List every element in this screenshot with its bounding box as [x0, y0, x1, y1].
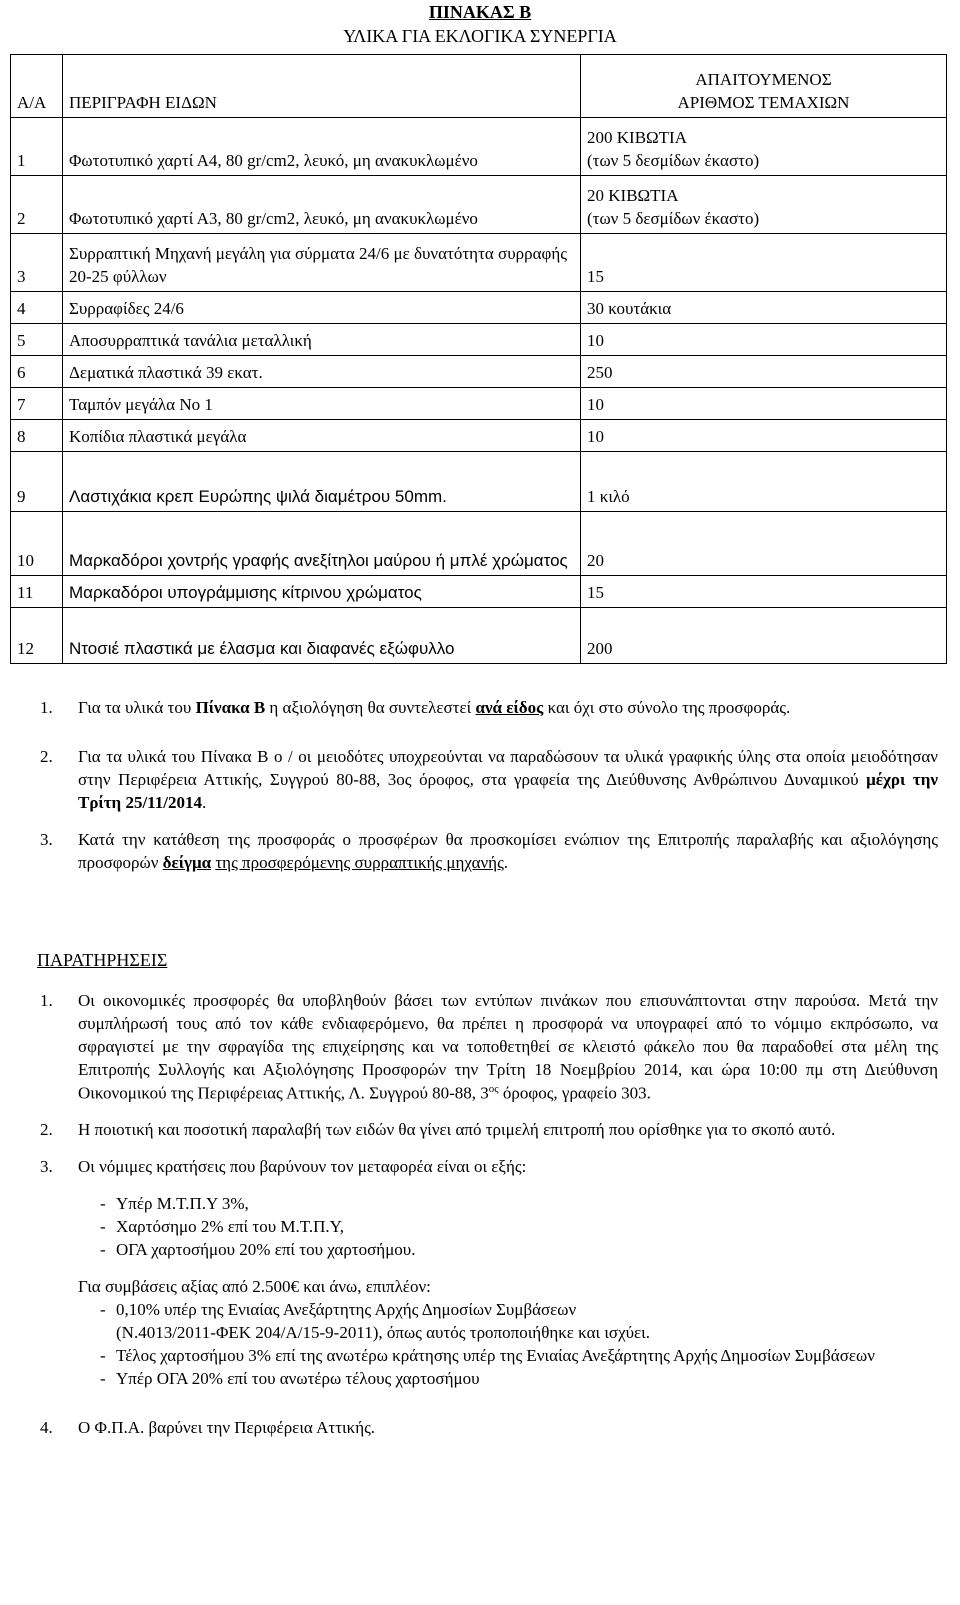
row-num: 8 [11, 420, 63, 452]
table-row [11, 608, 947, 664]
row-qty: 1 κιλό [581, 452, 947, 512]
row-desc: Ταμπόν μεγάλα Νο 1 [63, 388, 581, 420]
remark-3: 3. Οι νόμιμες κρατήσεις που βαρύνουν τον μεταφορέα είναι οι εξής: - Υπέρ Μ.Τ.Π.Υ 3%, - Χαρτόσημο 2% επί του Μ.Τ.Π.Υ, - ΟΓΑ χαρτοσήμου 20% επί του χαρτοσήμου. Για συμβάσεις αξίας από 2.500€ και άνω, επιπλέον: - 0,10% υπέρ της Ενιαίας Ανεξάρτητης Αρχής Δημοσίων Συμβάσεων (Ν.4013/2011-ΦΕΚ 204/Α/15-9-2011), όπως αυτός τροποποιήθηκε και ισχύει. - Τέλος χαρτοσήμου 3% επί της ανωτέρω κράτησης υπέρ της Ενιαίας Ανεξάρτητης Αρχής Δημοσίων Συμβάσεων - Υπέρ ΟΓΑ 20% επί του ανωτέρω τέλους χαρτοσήμου [78, 1156, 938, 1390]
row-qty: 15 [581, 234, 947, 292]
remark-2: 2. Η ποιοτική και ποσοτική παραλαβή των ειδών θα γίνει από τριμελή επιτροπή που ορίσθηκε για το σκοπό αυτό. [40, 1120, 836, 1140]
row-num: 5 [11, 324, 63, 356]
row-num: 3 [11, 234, 63, 292]
row-num: 6 [11, 356, 63, 388]
row-qty: 15 [581, 576, 947, 608]
table-subtitle: ΥΛΙΚΑ ΓΙΑ ΕΚΛΟΓΙΚΑ ΣΥΝΕΡΓΙΑ [343, 26, 617, 46]
row-desc: Κοπίδια πλαστικά μεγάλα [63, 420, 581, 452]
items-table [10, 54, 947, 664]
row-qty: 200 ΚΙΒΩΤΙΑ (των 5 δεσμίδων έκαστο) [581, 118, 947, 176]
row-num: 10 [11, 512, 63, 576]
deduction-item: - ΟΓΑ χαρτοσήμου 20% επί του χαρτοσήμου. [100, 1240, 416, 1260]
table-row [11, 176, 947, 234]
table-row [11, 292, 947, 324]
extra-item: - Υπέρ ΟΓΑ 20% επί του ανωτέρω τέλους χαρτοσήμου [100, 1368, 480, 1388]
header-quantity: ΑΠΑΙΤΟΥΜΕΝΟΣ ΑΡΙΘΜΟΣ ΤΕΜΑΧΙΩΝ [581, 55, 947, 118]
table-row [11, 356, 947, 388]
row-qty: 250 [581, 356, 947, 388]
row-qty: 10 [581, 420, 947, 452]
extra-item: - 0,10% υπέρ της Ενιαίας Ανεξάρτητης Αρχής Δημοσίων Συμβάσεων [100, 1299, 577, 1319]
remarks-list [40, 990, 938, 1440]
row-num: 12 [11, 608, 63, 664]
row-desc: Μαρκαδόροι υπογράμμισης κίτρινου χρώματος [63, 576, 581, 608]
row-num: 4 [11, 292, 63, 324]
remark-1: 1. Οι οικονομικές προσφορές θα υποβληθούν βάσει των εντύπων πινάκων που επισυνάπτονται στην παρούσα. Μετά την συμπλήρωσή τους από τον κάθε ενδιαφερόμενο, θα πρέπει η προσφορά να υπογραφεί από το νόμιμο εκπρόσωπο, να σφραγιστεί με την σφραγίδα της επιχείρησης και να τοποθετηθεί σε κλειστό φάκελο που θα παραδοθεί στα μέλη της Επιτροπής Συλλογής και Αξιολόγησης Προσφορών την Τρίτη 18 Νοεμβρίου 2014, και ώρα 10:00 πμ στη Διεύθυνση Οικονομικού της Περιφέρειας Αττικής, Λ. Συγγρού 80-88, $3^{o\varsigma}$ όροφος, γραφείο 303. [40, 991, 938, 1103]
table-title: ΠΙΝΑΚΑΣ Β [428, 2, 532, 22]
note-3: 3. Κατά την κατάθεση της προσφοράς ο προσφέρων θα προσκομίσει ενώπιον της Επιτροπής παραλαβής και αξιολόγησης προσφορών δείγμα της προσφερόμενης συρραπτικής μηχανής. [40, 829, 938, 872]
row-desc: Φωτοτυπικό χαρτί Α3, 80 gr/cm2, λευκό, μη ανακυκλωμένο [63, 176, 581, 234]
row-desc: Δεματικά πλαστικά 39 εκατ. [63, 356, 581, 388]
extra-intro: Για συμβάσεις αξίας από 2.500€ και άνω, επιπλέον: [78, 1277, 431, 1297]
row-desc: Λαστιχάκια κρεπ Ευρώπης ψιλά διαμέτρου 50mm. [63, 452, 581, 512]
row-num: 9 [11, 452, 63, 512]
row-num: 11 [11, 576, 63, 608]
table-row [11, 512, 947, 576]
row-num: 7 [11, 388, 63, 420]
table-row [11, 420, 947, 452]
header-index: Α/Α [11, 55, 63, 118]
table-row [11, 118, 947, 176]
table-header-row [11, 55, 947, 118]
extra-item: - Τέλος χαρτοσήμου 3% επί της ανωτέρω κράτησης υπέρ της Ενιαίας Ανεξάρτητης Αρχής Δημοσίων Συμβάσεων [100, 1345, 875, 1365]
row-qty: 200 [581, 608, 947, 664]
row-num: 2 [11, 176, 63, 234]
deductions-list [78, 1193, 938, 1262]
table-notes [40, 697, 938, 875]
document-title [0, 0, 960, 48]
row-desc: Συρραφίδες 24/6 [63, 292, 581, 324]
note-2: 2. Για τα υλικά του Πίνακα Β ο / οι μειοδότες υποχρεούνται να παραδώσουν τα υλικά γραφικής ύλης στα οποία μειοδότησαν στην Περιφέρεια Αττικής, Συγγρού 80-88, 3ος όροφος, στα γραφεία της Διεύθυνσης Ανθρώπινου Δυναμικού μέχρι την Τρίτη 25/11/2014. [40, 746, 938, 812]
extra-item-cont: (Ν.4013/2011-ΦΕΚ 204/Α/15-9-2011), όπως αυτός τροποποιήθηκε και ισχύει. [116, 1322, 650, 1342]
row-qty: 10 [581, 324, 947, 356]
remarks-title: ΠΑΡΑΤΗΡΗΣΕΙΣ [37, 950, 168, 970]
table-row [11, 388, 947, 420]
note-1: 1. Για τα υλικά του Πίνακα Β η αξιολόγηση θα συντελεστεί ανά είδος και όχι στο σύνολο της προσφοράς. [40, 698, 791, 717]
row-desc: Ντοσιέ πλαστικά με έλασμα και διαφανές εξώφυλλο [63, 608, 581, 664]
row-desc: Συρραπτική Μηχανή μεγάλη για σύρματα 24/6 με δυνατότητα συρραφής 20-25 φύλλων [63, 234, 581, 292]
row-qty: 10 [581, 388, 947, 420]
remark-4: 4. Ο Φ.Π.Α. βαρύνει την Περιφέρεια Αττικής. [40, 1417, 376, 1437]
table-row [11, 324, 947, 356]
row-qty: 30 κουτάκια [581, 292, 947, 324]
table-row [11, 234, 947, 292]
row-qty: 20 [581, 512, 947, 576]
header-description: ΠΕΡΙΓΡΑΦΗ ΕΙΔΩΝ [63, 55, 581, 118]
row-desc: Αποσυρραπτικά τανάλια μεταλλική [63, 324, 581, 356]
table-row [11, 576, 947, 608]
extra-list [78, 1299, 938, 1391]
row-desc: Φωτοτυπικό χαρτί Α4, 80 gr/cm2, λευκό, μη ανακυκλωμένο [63, 118, 581, 176]
row-num: 1 [11, 118, 63, 176]
table-row [11, 452, 947, 512]
deduction-item: - Χαρτόσημο 2% επί του Μ.Τ.Π.Υ, [100, 1217, 344, 1237]
row-desc: Μαρκαδόροι χοντρής γραφής ανεξίτηλοι μαύρου ή μπλέ χρώματος [63, 512, 581, 576]
deduction-item: - Υπέρ Μ.Τ.Π.Υ 3%, [100, 1194, 249, 1214]
row-qty: 20 ΚΙΒΩΤΙΑ (των 5 δεσμίδων έκαστο) [581, 176, 947, 234]
